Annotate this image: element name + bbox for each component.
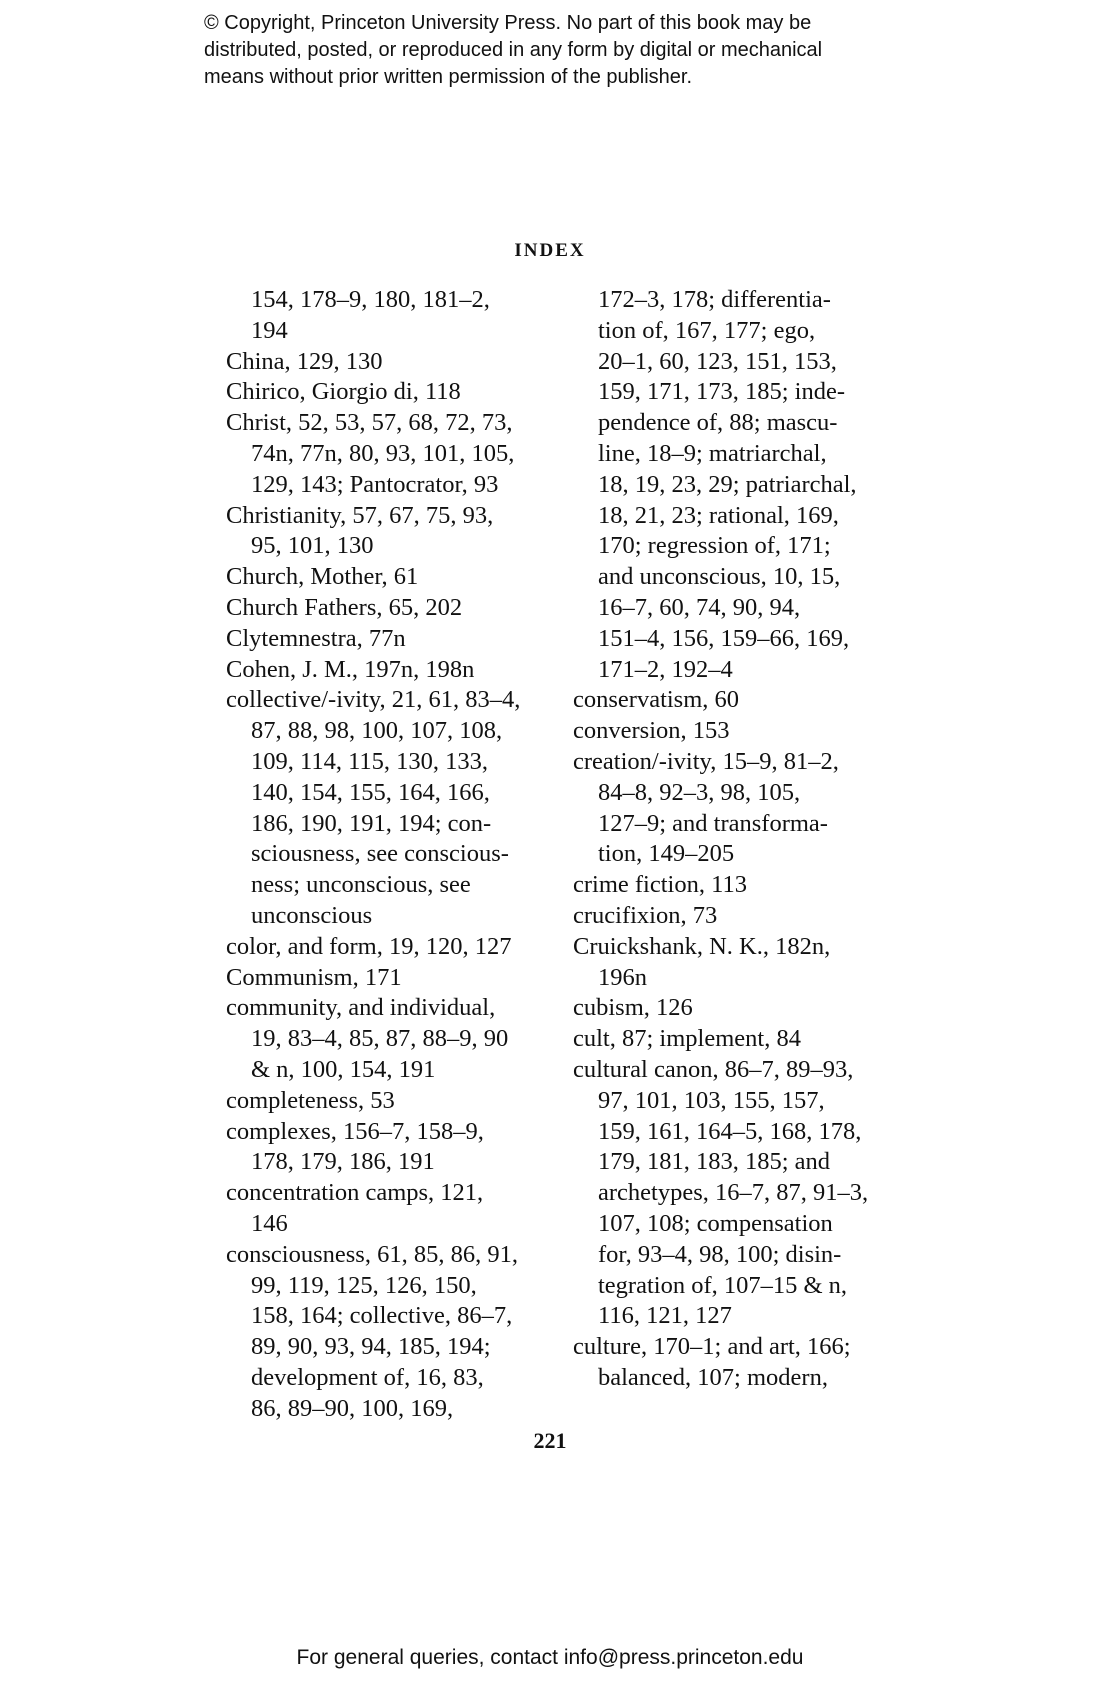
index-entry-continuation: 146 xyxy=(251,1209,288,1237)
index-entry-continuation: 74n, 77n, 80, 93, 101, 105, xyxy=(251,439,515,467)
index-entry: color, and form, 19, 120, 127 xyxy=(226,932,512,960)
index-entry: Communism, 171 xyxy=(226,963,402,991)
index-entry-continuation: 16–7, 60, 74, 90, 94, xyxy=(598,593,801,621)
index-entry-continuation: 86, 89–90, 100, 169, xyxy=(251,1394,454,1422)
index-entry-continuation: 194 xyxy=(251,316,288,344)
copyright-line: means without prior written permission of the publisher. xyxy=(204,66,693,88)
copyright-line: © Copyright, Princeton University Press. No part of this book may be xyxy=(204,12,812,34)
index-entry: Chirico, Giorgio di, 118 xyxy=(226,378,461,406)
index-entry-continuation: 154, 178–9, 180, 181–2, xyxy=(251,286,490,313)
index-entry: Cohen, J. M., 197n, 198n xyxy=(226,655,475,683)
footer-contact: For general queries, contact info@press.princeton.edu xyxy=(296,1646,804,1669)
index-entry-continuation: unconscious xyxy=(251,901,373,929)
index-entry-continuation: 107, 108; compensation xyxy=(598,1209,833,1237)
index-entry-continuation: development of, 16, 83, xyxy=(251,1363,484,1391)
index-entry-continuation: 127–9; and transforma- xyxy=(598,809,828,837)
index-entry: consciousness, 61, 85, 86, 91, xyxy=(226,1240,518,1268)
index-entry-continuation: sciousness, see conscious- xyxy=(251,840,509,868)
index-entry-continuation: tion, 149–205 xyxy=(598,840,735,868)
index-entry-continuation: 19, 83–4, 85, 87, 88–9, 90 xyxy=(251,1025,509,1053)
copyright-notice xyxy=(204,10,924,91)
index-column-right xyxy=(573,285,913,1394)
index-entry-continuation: 196n xyxy=(598,963,647,991)
index-entry-continuation: balanced, 107; modern, xyxy=(598,1363,828,1391)
index-entry-continuation: & n, 100, 154, 191 xyxy=(251,1055,436,1083)
index-entry-continuation: 87, 88, 98, 100, 107, 108, xyxy=(251,717,503,745)
index-entry-continuation: 84–8, 92–3, 98, 105, xyxy=(598,778,801,806)
index-entry: Christianity, 57, 67, 75, 93, xyxy=(226,501,494,529)
index-entry: Christ, 52, 53, 57, 68, 72, 73, xyxy=(226,409,513,437)
index-entry-continuation: 158, 164; collective, 86–7, xyxy=(251,1302,513,1330)
index-entry-continuation: 18, 21, 23; rational, 169, xyxy=(598,501,839,529)
index-entry-continuation: pendence of, 88; mascu- xyxy=(598,409,838,437)
index-column-left xyxy=(226,285,556,1424)
index-entry: China, 129, 130 xyxy=(226,347,383,375)
index-entry: community, and individual, xyxy=(226,994,496,1022)
index-entry-continuation: 179, 181, 183, 185; and xyxy=(598,1148,831,1176)
index-entry: conversion, 153 xyxy=(573,717,730,745)
index-entry-continuation: 89, 90, 93, 94, 185, 194; xyxy=(251,1333,491,1361)
index-entry-continuation: tion of, 167, 177; ego, xyxy=(598,316,816,344)
index-entry-continuation: 172–3, 178; differentia- xyxy=(598,286,831,313)
index-entry-continuation: 171–2, 192–4 xyxy=(598,655,733,683)
index-entry-continuation: 159, 171, 173, 185; inde- xyxy=(598,378,846,406)
index-entry-continuation: and unconscious, 10, 15, xyxy=(598,563,841,591)
index-entry-continuation: ness; unconscious, see xyxy=(251,871,471,899)
index-entry-continuation: 178, 179, 186, 191 xyxy=(251,1148,435,1176)
index-entry-continuation: tegration of, 107–15 & n, xyxy=(598,1271,848,1299)
index-entry-continuation: 159, 161, 164–5, 168, 178, xyxy=(598,1117,862,1145)
index-entry: Church, Mother, 61 xyxy=(226,563,419,591)
index-entry-continuation: 18, 19, 23, 29; patriarchal, xyxy=(598,470,857,498)
index-entry: crime fiction, 113 xyxy=(573,871,747,899)
index-entry-continuation: 151–4, 156, 159–66, 169, xyxy=(598,624,850,652)
index-entry: cult, 87; implement, 84 xyxy=(573,1025,801,1053)
index-entry: culture, 170–1; and art, 166; xyxy=(573,1333,851,1361)
index-entry-continuation: 186, 190, 191, 194; con- xyxy=(251,809,492,837)
index-entry: complexes, 156–7, 158–9, xyxy=(226,1117,484,1145)
index-entry: cultural canon, 86–7, 89–93, xyxy=(573,1055,854,1083)
index-entry: collective/-ivity, 21, 61, 83–4, xyxy=(226,686,521,714)
index-entry: conservatism, 60 xyxy=(573,686,740,714)
index-entry-continuation: 170; regression of, 171; xyxy=(598,532,831,560)
index-entry: creation/-ivity, 15–9, 81–2, xyxy=(573,747,839,775)
index-entry-continuation: 97, 101, 103, 155, 157, xyxy=(598,1086,825,1114)
index-entry-continuation: archetypes, 16–7, 87, 91–3, xyxy=(598,1179,869,1207)
index-entry: Clytemnestra, 77n xyxy=(226,624,406,652)
index-entry: Church Fathers, 65, 202 xyxy=(226,593,463,621)
index-entry: crucifixion, 73 xyxy=(573,901,718,929)
index-entry: Cruickshank, N. K., 182n, xyxy=(573,932,831,960)
index-entry-continuation: 99, 119, 125, 126, 150, xyxy=(251,1271,477,1299)
index-entry-continuation: 116, 121, 127 xyxy=(598,1302,732,1330)
page-number: 221 xyxy=(533,1428,567,1453)
index-entry-continuation: line, 18–9; matriarchal, xyxy=(598,439,827,467)
index-entry-continuation: 140, 154, 155, 164, 166, xyxy=(251,778,490,806)
index-entry: completeness, 53 xyxy=(226,1086,395,1114)
index-entry-continuation: 109, 114, 115, 130, 133, xyxy=(251,747,489,775)
index-entry-continuation: 95, 101, 130 xyxy=(251,532,374,560)
index-entry: concentration camps, 121, xyxy=(226,1179,484,1207)
index-entry-continuation: for, 93–4, 98, 100; disin- xyxy=(598,1240,842,1268)
page-heading: INDEX xyxy=(514,240,586,261)
index-entry-continuation: 20–1, 60, 123, 151, 153, xyxy=(598,347,837,375)
index-entry: cubism, 126 xyxy=(573,994,693,1022)
index-entry-continuation: 129, 143; Pantocrator, 93 xyxy=(251,470,499,498)
copyright-line: distributed, posted, or reproduced in any form by digital or mechanical xyxy=(204,39,823,61)
